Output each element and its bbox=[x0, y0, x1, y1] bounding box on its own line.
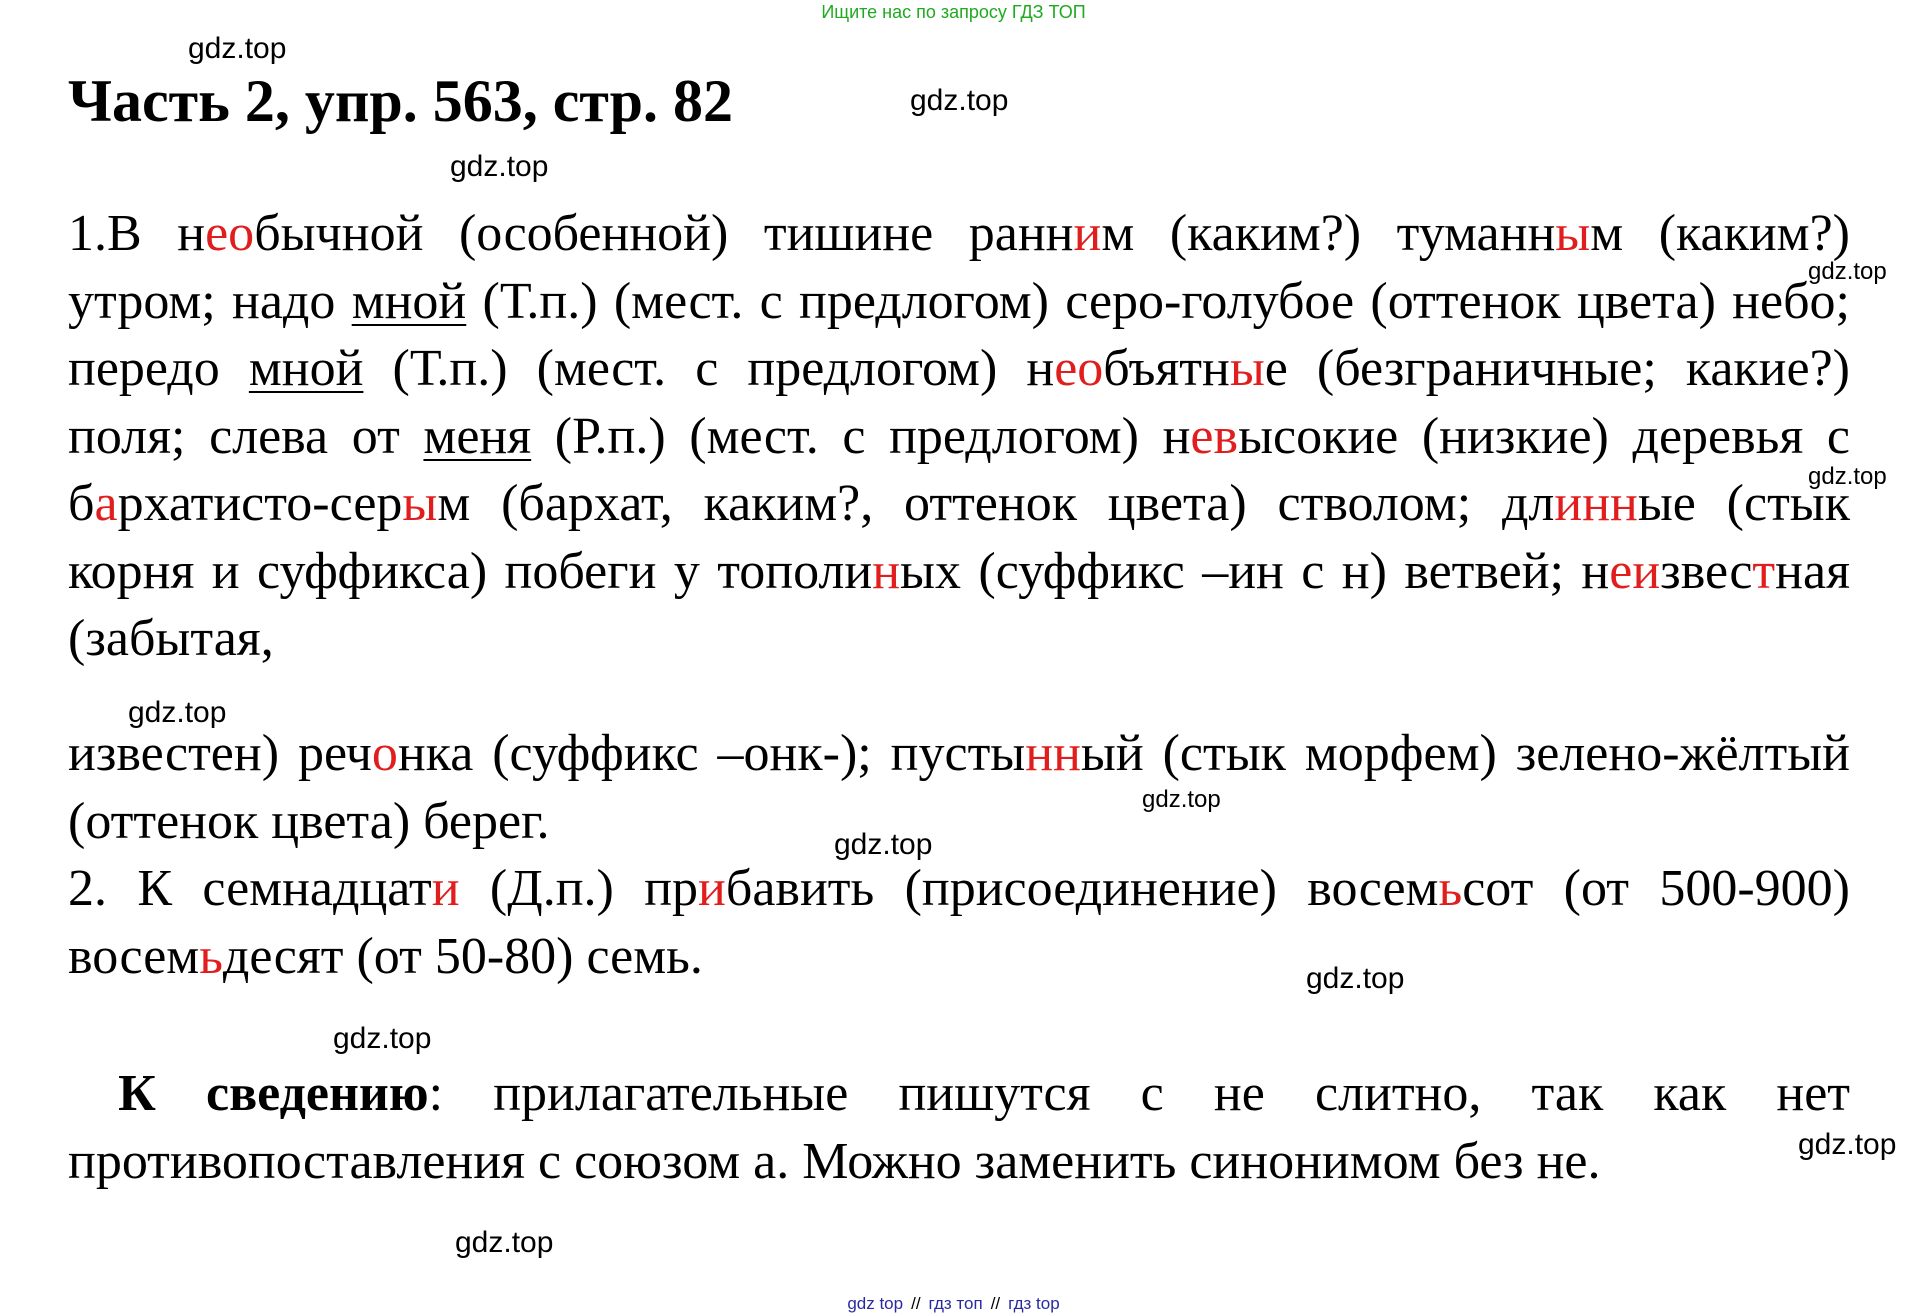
watermark: gdz.top bbox=[455, 1226, 554, 1259]
paragraph-1-continued bbox=[68, 720, 1850, 855]
text-segment: нка (суффикс –онк-); пусты bbox=[397, 725, 1026, 782]
footer-link[interactable]: gdz top bbox=[847, 1294, 904, 1313]
watermark: gdz.top bbox=[188, 32, 287, 65]
highlighted-letter: еи bbox=[1609, 542, 1661, 600]
paragraph-1 bbox=[68, 200, 1850, 673]
watermark: gdz.top bbox=[128, 696, 227, 729]
text-segment: ысокие (низкие) деревья с б bbox=[68, 407, 1850, 532]
underlined-pronoun: меня bbox=[423, 407, 532, 465]
watermark: gdz.top bbox=[450, 150, 549, 183]
highlighted-letter: и bbox=[431, 860, 460, 917]
text-segment: м (каким?) утром; надо bbox=[68, 205, 1850, 330]
text-segment: десят (от 50-80) семь. bbox=[222, 927, 703, 985]
footer-separator: // bbox=[911, 1294, 921, 1313]
footer-links bbox=[0, 1294, 1907, 1314]
highlighted-letter: инн bbox=[1554, 475, 1638, 532]
text-segment: (Т.п.) (мест. с предлогом) серо-голубое (оттенок цвета) небо; передо bbox=[68, 272, 1850, 397]
text-segment: 2. К семнадцат bbox=[68, 860, 432, 917]
footer-separator: // bbox=[990, 1294, 1001, 1313]
note-text: : прилагательные пишутся с не слитно, так как нет противопоставления с союзом а. Можно заменить синонимом без не. bbox=[68, 1065, 1850, 1190]
highlighted-letter: ы bbox=[402, 475, 438, 532]
watermark: gdz.top bbox=[1798, 1128, 1897, 1161]
watermark: gdz.top bbox=[1142, 786, 1221, 813]
highlighted-letter: т bbox=[1752, 542, 1776, 600]
highlighted-letter: ео bbox=[205, 205, 255, 262]
text-segment: (Д.п.) пр bbox=[459, 860, 699, 917]
highlighted-letter: ы bbox=[1229, 340, 1265, 397]
paragraph-2 bbox=[68, 855, 1850, 990]
page-title: Часть 2, упр. 563, стр. 82 bbox=[68, 68, 734, 134]
watermark: gdz.top bbox=[834, 828, 933, 861]
text-segment: известен) реч bbox=[68, 725, 372, 782]
highlighted-letter: ь bbox=[199, 927, 223, 985]
text-segment: рхатисто-сер bbox=[117, 475, 403, 532]
watermark: gdz.top bbox=[910, 84, 1009, 117]
underlined-pronoun: мной bbox=[248, 340, 364, 397]
text-segment: бычной (особенной) тишине ранн bbox=[254, 205, 1074, 262]
underlined-pronoun: мной bbox=[351, 272, 467, 330]
watermark: gdz.top bbox=[1306, 962, 1405, 995]
text-segment: ые (стык корня и суффикса) побеги у тополи bbox=[68, 475, 1850, 600]
text-segment: е (безграничные; какие?) поля; слева от bbox=[68, 340, 1850, 465]
text-segment: бавить (присоединение) восем bbox=[725, 860, 1439, 917]
highlighted-letter: нн bbox=[1025, 725, 1081, 782]
highlighted-letter: ы bbox=[1555, 205, 1591, 262]
text-segment: м (бархат, каким?, оттенок цвета) стволом; дл bbox=[437, 475, 1555, 532]
watermark: gdz.top bbox=[1808, 463, 1887, 490]
text-segment: ый (стык морфем) зелено-жёлтый (оттенок цвета) берег. bbox=[68, 725, 1850, 850]
watermark: gdz.top bbox=[1808, 258, 1887, 285]
highlighted-letter: ео bbox=[1054, 340, 1104, 397]
note-label: К сведению bbox=[118, 1065, 429, 1122]
note-paragraph bbox=[68, 1060, 1850, 1195]
highlighted-letter: ев bbox=[1190, 407, 1239, 465]
top-banner[interactable]: Ищите нас по запросу ГДЗ ТОП bbox=[821, 2, 1086, 22]
highlighted-letter: ь bbox=[1438, 860, 1463, 917]
highlighted-letter: а bbox=[94, 475, 118, 532]
highlighted-letter: и bbox=[698, 860, 726, 917]
text-segment: (Р.п.) (мест. с предлогом) н bbox=[531, 407, 1191, 465]
footer-link[interactable]: гдз топ bbox=[928, 1294, 983, 1313]
text-segment: 1.В н bbox=[68, 205, 206, 262]
watermark: gdz.top bbox=[333, 1022, 432, 1055]
highlighted-letter: н bbox=[872, 542, 901, 600]
footer-link[interactable]: гдз top bbox=[1008, 1294, 1060, 1313]
highlighted-letter: и bbox=[1073, 205, 1102, 262]
text-segment: ых (суффикс –ин с н) ветвей; н bbox=[900, 542, 1610, 600]
text-segment: звес bbox=[1660, 542, 1753, 600]
text-segment: (Т.п.) (мест. с предлогом) н bbox=[363, 340, 1055, 397]
text-segment: ная (забытая, bbox=[68, 542, 1850, 667]
text-segment: бъятн bbox=[1103, 340, 1230, 397]
highlighted-letter: о bbox=[371, 725, 398, 782]
text-segment: м (каким?) туманн bbox=[1101, 205, 1556, 262]
text-segment: сот (от 500-900) восем bbox=[68, 860, 1850, 985]
